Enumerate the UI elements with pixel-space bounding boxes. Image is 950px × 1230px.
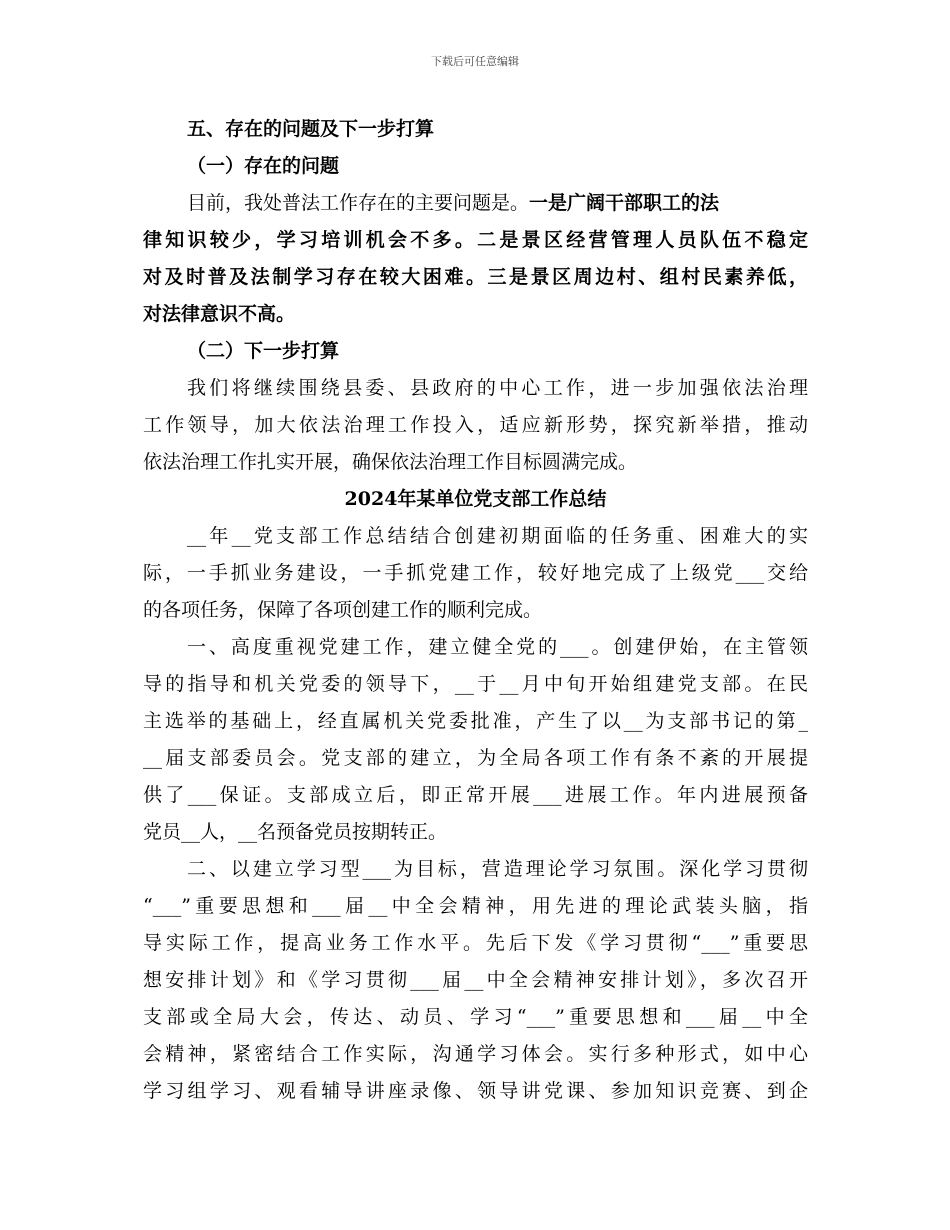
- paragraph-line: 想安排计划》和《学习贯彻___届__中全会精神安排计划》，多次召开: [143, 969, 808, 991]
- paragraph-line: “___”重要思想和___届__中全会精神，用先进的理论武装头脑，指: [143, 895, 808, 917]
- paragraph-line: 依法治理工作扎实开展，确保依法治理工作目标圆满完成。: [143, 451, 638, 473]
- paragraph-line: 我们将继续围绕县委、县政府的中心工作，进一步加强依法治理: [187, 377, 808, 399]
- paragraph-line: 二、以建立学习型___为目标，营造理论学习氛围。深化学习贯彻: [187, 858, 808, 880]
- paragraph-line: 一、高度重视党建工作，建立健全党的___。创建伊始，在主管领: [187, 636, 808, 658]
- paragraph-line: 会精神，紧密结合工作实际，沟通学习体会。实行多种形式，如中心: [143, 1043, 808, 1065]
- paragraph-line: 对及时普及法制学习存在较大困难。三是景区周边村、组村民素养低，: [143, 266, 808, 288]
- page-header-note: 下载后可任意编辑: [431, 55, 519, 68]
- paragraph-line: [143, 185, 808, 222]
- paragraph-line: 支部或全局大会，传达、动员、学习“___”重要思想和___届__中全: [143, 1006, 808, 1028]
- paragraph-line: 导的指导和机关党委的领导下，__于__月中旬开始组建党支部。在民: [143, 673, 808, 695]
- section-heading: 五、存在的问题及下一步打算: [187, 118, 435, 140]
- paragraph-line: 际，一手抓业务建设，一手抓党建工作，较好地完成了上级党___交给: [143, 562, 808, 584]
- problems-highlight-text: 一是广阔干部职工的法: [529, 192, 720, 214]
- paragraph-line: __届支部委员会。党支部的建立，为全局各项工作有条不紊的开展提: [143, 747, 808, 769]
- problems-intro-text: 目前，我处普法工作存在的主要问题是。: [187, 192, 530, 214]
- paragraph-line: 主选举的基础上，经直属机关党委批准，产生了以__为支部书记的第_: [143, 710, 808, 732]
- paragraph-line: 学习组学习、观看辅导讲座录像、领导讲党课、参加知识竞赛、到企: [143, 1080, 808, 1102]
- paragraph-line: 律知识较少，学习培训机会不多。二是景区经营管理人员队伍不稳定: [143, 229, 808, 251]
- paragraph-line: 的各项任务，保障了各项创建工作的顺利完成。: [143, 599, 543, 621]
- paragraph-line: 供了___保证。支部成立后，即正常开展___进展工作。年内进展预备: [143, 784, 808, 806]
- document-title: 2024年某单位党支部工作总结: [344, 488, 607, 510]
- paragraph-line: 工作领导，加大依法治理工作投入，适应新形势，探究新举措，推动: [143, 414, 808, 436]
- paragraph-line: __年__党支部工作总结结合创建初期面临的任务重、困难大的实: [187, 525, 808, 547]
- paragraph-line: 党员__人，__名预备党员按期转正。: [143, 821, 448, 843]
- paragraph-line: 对法律意识不高。: [143, 303, 296, 325]
- document-body: [143, 111, 808, 1110]
- subsection-heading-plan: （二）下一步打算: [187, 340, 340, 362]
- subsection-heading-problems: （一）存在的问题: [187, 155, 340, 177]
- paragraph-line: 导实际工作，提高业务工作水平。先后下发《学习贯彻“___”重要思: [143, 932, 808, 954]
